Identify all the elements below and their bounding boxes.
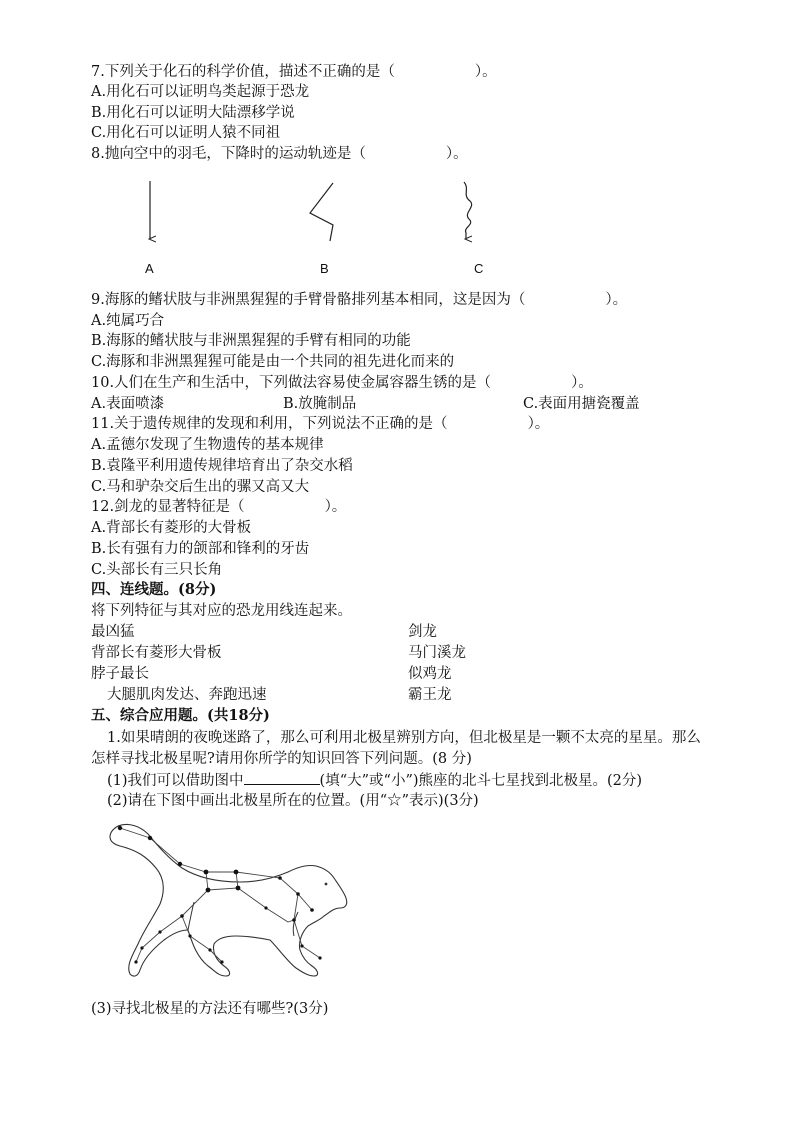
q10-option-c: C.表面用搪瓷覆盖 [523, 396, 640, 412]
trajectory-b-zigzag [310, 183, 333, 241]
q11-option-a: A.孟德尔发现了生物遗传的基本规律 [91, 437, 324, 453]
trajectory-label-b[interactable]: B [320, 261, 329, 276]
q10-stem: 10.人们在生产和生活中，下列做法容易使金属容器生锈的是（ ）。 [91, 375, 593, 391]
match-left-1[interactable]: 最凶猛 [91, 624, 135, 640]
q11-option-b: B.袁隆平利用遗传规律培育出了杂交水稻 [91, 458, 353, 474]
q9-option-b: B.海豚的鳍状肢与非洲黑猩猩的手臂有相同的功能 [91, 333, 411, 349]
section5-sub2: (2)请在下图中画出北极星所在的位置。(用“☆”表示)(3分) [107, 793, 479, 809]
q12-option-b: B.长有强有力的颌部和锋利的牙齿 [91, 541, 310, 557]
sub1-answer-blank[interactable] [244, 770, 320, 785]
trajectory-label-c[interactable]: C [474, 261, 484, 276]
q8-stem: 8.抛向空中的羽毛，下降时的运动轨迹是（ ）。 [91, 146, 468, 162]
q9-option-a: A.纯属巧合 [91, 313, 165, 329]
match-right-3[interactable]: 似鸡龙 [408, 666, 452, 682]
section5-sub3: (3)寻找北极星的方法还有哪些?(3分) [91, 1001, 329, 1017]
match-left-2[interactable]: 背部长有菱形大骨板 [91, 645, 222, 661]
animal-outline [110, 824, 347, 976]
section5-p1-line1: 1.如果晴朗的夜晚迷路了，那么可利用北极星辨别方向，但北极星是一颗不太亮的星星。那么 [107, 730, 701, 746]
q11-option-c: C.马和驴杂交后生出的骡又高又大 [91, 479, 310, 495]
match-right-1[interactable]: 剑龙 [408, 624, 437, 640]
constellation-lines [120, 828, 320, 962]
trajectory-figure [120, 175, 520, 247]
q10-option-a: A.表面喷漆 [91, 396, 165, 412]
match-left-3[interactable]: 脖子最长 [91, 666, 149, 682]
q11-stem: 11.关于遗传规律的发现和利用，下列说法不正确的是（ ）。 [91, 416, 550, 432]
match-right-2[interactable]: 马门溪龙 [408, 645, 466, 661]
q9-option-c: C.海豚和非洲黑猩猩可能是由一个共同的祖先进化而来的 [91, 354, 455, 370]
section4-heading: 四、连线题。(8分) [91, 581, 217, 598]
section5-heading: 五、综合应用题。(共18分) [91, 707, 270, 724]
trajectory-label-a[interactable]: A [145, 261, 154, 276]
match-left-4[interactable]: 大腿肌肉发达、奔跑迅速 [107, 687, 267, 703]
q7-option-b: B.用化石可以证明大陆漂移学说 [91, 105, 295, 121]
q10-option-b: B.放腌制品 [283, 396, 357, 412]
match-right-4[interactable]: 霸王龙 [408, 687, 452, 703]
q12-option-c: C.头部长有三只长角 [91, 562, 223, 578]
q12-option-a: A.背部长有菱形的大骨板 [91, 520, 252, 536]
section4-instruction: 将下列特征与其对应的恐龙用线连起来。 [91, 603, 352, 619]
q9-stem: 9.海豚的鳍状肢与非洲黑猩猩的手臂骨骼排列基本相同，这是因为（ ）。 [91, 292, 628, 308]
section5-p1-line2: 怎样寻找北极星呢?请用你所学的知识回答下列问题。(8 分) [91, 751, 472, 767]
q12-stem: 12.剑龙的显著特征是（ ）。 [91, 499, 347, 515]
trajectory-c-wavy [464, 182, 472, 239]
q7-option-c: C.用化石可以证明人猿不同祖 [91, 125, 281, 141]
ursa-major-figure[interactable] [98, 812, 354, 992]
q7-stem: 7.下列关于化石的科学价值，描述不正确的是（ ）。 [91, 64, 497, 80]
section5-sub1: (1)我们可以借助图中 (填“大”或“小”)熊座的北斗七星找到北极星。(2分) [107, 770, 642, 791]
q7-option-a: A.用化石可以证明鸟类起源于恐龙 [91, 84, 310, 100]
